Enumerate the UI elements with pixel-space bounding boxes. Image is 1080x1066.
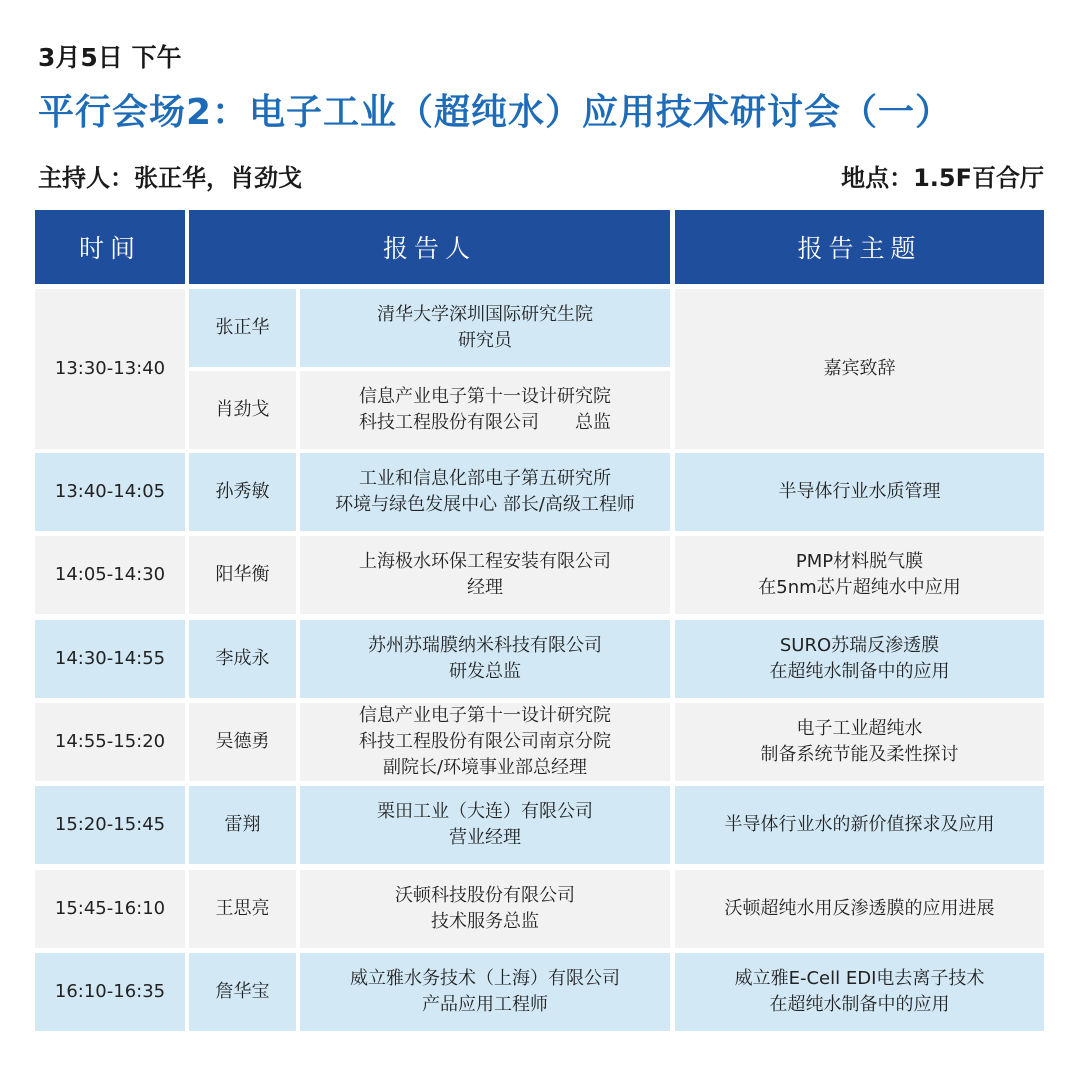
speaker-org-cell-line: 苏州苏瑞膜纳米科技有限公司: [368, 634, 602, 656]
speaker-org-cell-line: 研究员: [458, 330, 512, 351]
time-cell: 14:05-14:30: [35, 536, 185, 614]
speaker-name-cell: 阳华衡: [189, 536, 296, 614]
topic-cell-line: 在超纯水制备中的应用: [769, 993, 950, 1015]
speaker-org-cell: [300, 786, 670, 864]
topic-cell-line: 半导体行业水的新价值探求及应用: [724, 814, 995, 836]
column-header-time: 时间: [35, 210, 185, 284]
topic-cell: [675, 453, 1044, 531]
time-cell: 13:40-14:05: [35, 453, 185, 531]
topic-cell-line: 沃顿超纯水用反渗透膜的应用进展: [724, 897, 995, 919]
speaker-org-cell: [300, 453, 670, 531]
speaker-org-cell-line: 营业经理: [449, 827, 521, 849]
topic-cell: [675, 953, 1044, 1031]
time-cell: 15:20-15:45: [35, 786, 185, 864]
time-cell: 14:30-14:55: [35, 620, 185, 698]
topic-cell-line: 半导体行业水质管理: [778, 481, 941, 502]
speaker-org-cell-line: 技术服务总监: [431, 910, 539, 932]
session-date: 3月5日 下午: [38, 43, 182, 72]
speaker-org-cell: [300, 536, 670, 614]
speaker-org-cell: [300, 870, 670, 948]
speaker-name-cell: 肖劲戈: [189, 371, 296, 449]
speaker-org-cell-line: 信息产业电子第十一设计研究院: [359, 386, 611, 407]
speaker-name-cell: 张正华: [189, 289, 296, 367]
speaker-org-cell-line: 上海极水环保工程安装有限公司: [359, 551, 611, 573]
speaker-org-cell-line: 工业和信息化部电子第五研究所: [358, 468, 611, 489]
session-title: 平行会场2：电子工业（超纯水）应用技术研讨会（一）: [38, 92, 953, 133]
time-cell: 16:10-16:35: [35, 953, 185, 1031]
speaker-org-cell-line: 栗田工业（大连）有限公司: [377, 801, 593, 823]
time-cell: 13:30-13:40: [35, 289, 185, 449]
topic-cell: [675, 703, 1044, 781]
speaker-org-cell-line: 科技工程股份有限公司 总监: [359, 412, 611, 433]
speaker-name-cell: 李成永: [189, 620, 296, 698]
topic-cell-line: 威立雅E-Cell EDI电去离子技术: [734, 967, 985, 989]
speaker-org-cell-line: 研发总监: [449, 660, 521, 682]
speaker-org-cell-line: 经理: [467, 577, 503, 599]
topic-cell-line: 电子工业超纯水: [796, 717, 923, 739]
speaker-org-cell-line: 副院长/环境事业部总经理: [382, 756, 588, 778]
speaker-org-cell-line: 产品应用工程师: [422, 993, 548, 1015]
speaker-name-cell: 雷翔: [189, 786, 296, 864]
topic-cell-line: 在超纯水制备中的应用: [769, 660, 950, 682]
topic-cell-line: PMP材料脱气膜: [795, 551, 924, 573]
speaker-name-cell: 詹华宝: [189, 953, 296, 1031]
topic-cell: [675, 620, 1044, 698]
speaker-org-cell: [300, 620, 670, 698]
speaker-name-cell: 孙秀敏: [189, 453, 296, 531]
topic-cell-line: 在5nm芯片超纯水中应用: [758, 577, 961, 599]
topic-cell-line: 制备系统节能及柔性探讨: [760, 743, 959, 765]
speaker-org-cell: [300, 703, 670, 781]
speaker-org-cell: [300, 371, 670, 449]
topic-cell: [675, 536, 1044, 614]
speaker-org-cell-line: 清华大学深圳国际研究生院: [377, 304, 593, 325]
speaker-name-cell: 王思亮: [189, 870, 296, 948]
speaker-name-cell: 吴德勇: [189, 703, 296, 781]
session-host: 主持人：张正华，肖劲戈: [38, 164, 302, 192]
topic-cell: [675, 786, 1044, 864]
speaker-org-cell-line: 沃顿科技股份有限公司: [395, 884, 575, 906]
speaker-org-cell-line: 科技工程股份有限公司南京分院: [359, 730, 611, 752]
time-cell: 14:55-15:20: [35, 703, 185, 781]
speaker-org-cell: [300, 289, 670, 367]
speaker-org-cell-line: 威立雅水务技术（上海）有限公司: [350, 967, 620, 989]
column-header-topic: 报告主题: [675, 210, 1044, 284]
time-cell: 15:45-16:10: [35, 870, 185, 948]
topic-cell-line: SURO苏瑞反渗透膜: [779, 634, 940, 656]
column-header-speaker: 报告人: [189, 210, 670, 284]
speaker-org-cell-line: 信息产业电子第十一设计研究院: [359, 704, 611, 726]
speaker-org-cell-line: 环境与绿色发展中心 部长/高级工程师: [335, 494, 635, 515]
topic-cell: [675, 870, 1044, 948]
session-venue: 地点：1.5F百合厅: [841, 164, 1044, 192]
topic-cell: 嘉宾致辞: [675, 289, 1044, 449]
speaker-org-cell: [300, 953, 670, 1031]
